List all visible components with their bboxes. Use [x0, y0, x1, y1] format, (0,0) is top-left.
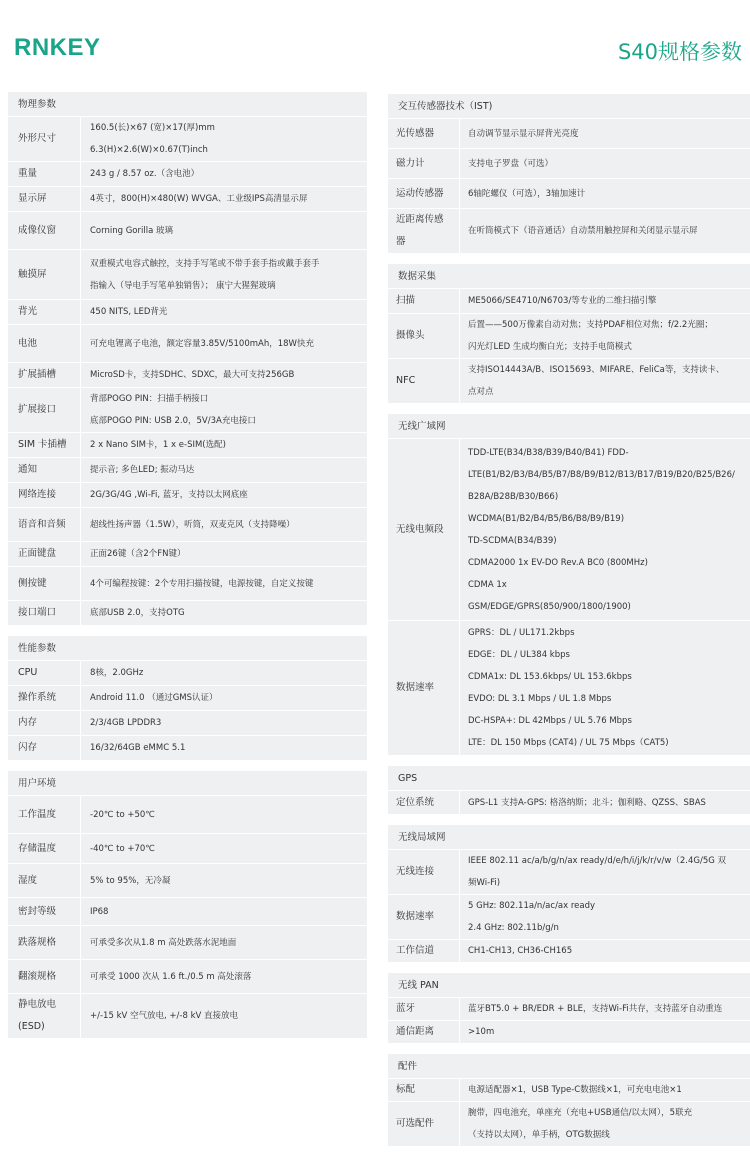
spec-value-line: 腕带，四电池充，单座充（充电+USB通信/以太网），5联充 — [468, 1108, 693, 1118]
spec-value-line: 6.3(H)×2.6(W)×0.67(T)inch — [90, 145, 208, 155]
spec-value-line: 5% to 95%，无冷凝 — [90, 875, 171, 886]
spec-value-line: 超线性扬声器（1.5W），听筒，双麦克风（支持降噪） — [90, 519, 295, 530]
spec-value-line: 243 g / 8.57 oz.（含电池） — [90, 169, 200, 179]
spec-value — [460, 621, 750, 755]
spec-value — [460, 1021, 750, 1043]
section-title: 数据采集 — [388, 264, 750, 289]
spec-value — [81, 325, 367, 362]
spec-value-line: Corning Gorilla 玻璃 — [90, 225, 173, 236]
spec-value-line: 频Wi-Fi) — [468, 878, 501, 888]
spec-value — [81, 711, 367, 735]
spec-value — [460, 439, 750, 620]
spec-label-line: 语音和音频 — [18, 518, 66, 530]
spec-label-line: 工作温度 — [18, 808, 57, 820]
spec-value-line: IP68 — [90, 906, 109, 917]
spec-row — [388, 895, 750, 940]
spec-row — [8, 834, 367, 864]
spec-value-line: 可承受 1000 次从 1.6 ft./0.5 m 高处滚落 — [90, 971, 252, 982]
spec-label-line: 摄像头 — [396, 330, 425, 341]
spec-label — [8, 661, 81, 685]
left-column — [8, 92, 367, 1049]
spec-label-line: 闪存 — [18, 742, 38, 753]
spec-row — [8, 686, 367, 711]
spec-row — [388, 289, 750, 314]
spec-label — [388, 289, 460, 313]
spec-value-line: 8核，2.0GHz — [90, 668, 144, 678]
spec-label — [8, 711, 81, 735]
spec-label — [8, 300, 81, 324]
spec-label — [388, 1079, 460, 1101]
spec-value — [460, 1102, 750, 1146]
spec-value-line: CDMA 1x — [468, 579, 507, 590]
spec-value-line: 450 NITS, LED背光 — [90, 307, 168, 317]
spec-value-line: 5 GHz: 802.11a/n/ac/ax ready — [468, 901, 596, 911]
spec-section-acc — [388, 1054, 750, 1147]
spec-label — [8, 162, 81, 186]
spec-label — [388, 1102, 460, 1146]
spec-label — [8, 212, 81, 249]
spec-label-line: 近距离传感 — [396, 214, 444, 225]
spec-value-line: LTE(B1/B2/B3/B4/B5/B7/B8/B9/B12/B13/B17/B19/B20/B25/B26/ — [468, 469, 735, 480]
spec-label-line: 正面键盘 — [18, 548, 57, 559]
spec-value — [81, 433, 367, 457]
spec-value-line: -40℃ to +70℃ — [90, 843, 155, 854]
spec-value-line: ME5066/SE4710/N6703/等专业的二维扫描引擎 — [468, 296, 657, 306]
spec-label — [388, 998, 460, 1020]
spec-row — [8, 300, 367, 325]
spec-label-line: 操作系统 — [18, 692, 57, 703]
spec-label — [388, 314, 460, 358]
spec-label-line: 扩展插槽 — [18, 369, 57, 380]
spec-value — [460, 289, 750, 313]
spec-value-line: +/-15 kV 空气放电, +/-8 kV 直接放电 — [90, 1011, 239, 1021]
spec-row — [388, 1079, 750, 1102]
spec-label-line: 内存 — [18, 717, 38, 728]
spec-value — [460, 209, 750, 253]
spec-label-line: 通知 — [18, 464, 38, 475]
spec-label-line: 器 — [396, 236, 406, 247]
spec-value-line: B28A/B28B/B30/B66) — [468, 491, 559, 502]
spec-row — [8, 796, 367, 834]
spec-label — [8, 736, 81, 760]
spec-label-line: 跌落规格 — [18, 936, 57, 948]
spec-row — [8, 433, 367, 458]
spec-label — [388, 119, 460, 148]
spec-value — [81, 926, 367, 959]
spec-value-line: GSM/EDGE/GPRS(850/900/1800/1900) — [468, 601, 631, 612]
spec-row — [8, 960, 367, 994]
spec-label — [8, 960, 81, 993]
page-title: S40规格参数 — [617, 40, 742, 64]
spec-label — [8, 325, 81, 362]
spec-value-line: 底部USB 2.0，支持OTG — [90, 608, 185, 618]
spec-value — [81, 508, 367, 541]
spec-label-line: 定位系统 — [396, 796, 435, 808]
spec-label-line: (ESD) — [18, 1021, 45, 1032]
spec-value-line: 支持ISO14443A/B、ISO15693、MIFARE、FeliCa等，支持读卡、 — [468, 365, 725, 375]
section-title: 性能参数 — [8, 636, 367, 661]
spec-row — [8, 661, 367, 686]
spec-label-line: 磁力计 — [396, 157, 425, 169]
spec-value-line: 2G/3G/4G ,Wi-Fi, 蓝牙，支持以太网底座 — [90, 490, 248, 500]
spec-value — [460, 895, 750, 939]
spec-label-line: NFC — [396, 375, 416, 386]
spec-value-line: 4个可编程按键：2个专用扫描按键，电源按键，自定义按键 — [90, 578, 314, 589]
spec-label — [8, 834, 81, 863]
section-title: 无线局域网 — [388, 825, 750, 850]
spec-value-line: 底部POGO PIN: USB 2.0，5V/3A充电接口 — [90, 416, 256, 426]
spec-value-line: CH1-CH13, CH36-CH165 — [468, 946, 573, 956]
spec-row — [388, 1021, 750, 1044]
spec-label-line: 侧按键 — [18, 577, 47, 589]
spec-value-line: 正面26键（含2个FN键） — [90, 549, 186, 559]
section-title: 用户环境 — [8, 771, 367, 796]
spec-value-line: 支持电子罗盘（可选） — [468, 158, 554, 169]
spec-label-line: CPU — [18, 667, 38, 678]
spec-value-line: TDD-LTE(B34/B38/B39/B40/B41) FDD- — [468, 447, 629, 458]
spec-value — [460, 149, 750, 178]
spec-value-line: 点对点 — [468, 387, 494, 397]
spec-row — [388, 209, 750, 254]
spec-label — [8, 433, 81, 457]
spec-section-env — [8, 771, 367, 1039]
spec-row — [8, 994, 367, 1039]
spec-label-line: 电池 — [18, 337, 38, 349]
spec-value — [81, 483, 367, 507]
spec-value — [81, 542, 367, 566]
section-title: GPS — [388, 766, 750, 791]
spec-label-line: 数据速率 — [396, 682, 435, 693]
spec-row — [8, 926, 367, 960]
spec-value — [81, 796, 367, 833]
spec-label-line: 翻滚规格 — [18, 970, 57, 982]
spec-value — [460, 359, 750, 403]
spec-label — [388, 791, 460, 814]
spec-section-pan — [388, 973, 750, 1044]
spec-label — [388, 621, 460, 755]
spec-label — [388, 209, 460, 253]
spec-value-line: 闪光灯LED 生成均衡白光；支持手电筒模式 — [468, 342, 632, 352]
spec-section-phys — [8, 92, 367, 626]
spec-value-line: （支持以太网），单手柄，OTG数据线 — [468, 1130, 610, 1140]
spec-value — [460, 791, 750, 814]
spec-row — [388, 314, 750, 359]
spec-value — [81, 994, 367, 1038]
spec-value-line: LTE：DL 150 Mbps (CAT4) / UL 75 Mbps（CAT5) — [468, 738, 669, 748]
spec-section-ist — [388, 94, 750, 254]
spec-section-gps — [388, 766, 750, 815]
spec-value-line: 6轴陀螺仪（可选），3轴加速计 — [468, 188, 586, 199]
spec-section-wlan — [388, 825, 750, 963]
spec-value-line: DC-HSPA+: DL 42Mbps / UL 5.76 Mbps — [468, 716, 632, 726]
spec-value-line: 后置——500万像素自动对焦；支持PDAF相位对焦；f/2.2光圈； — [468, 320, 713, 330]
spec-value-line: 2.4 GHz: 802.11b/g/n — [468, 923, 559, 933]
spec-value-line: EVDO: DL 3.1 Mbps / UL 1.8 Mbps — [468, 694, 612, 704]
spec-label — [388, 359, 460, 403]
spec-value-line: 蓝牙BT5.0 + BR/EDR + BLE，支持Wi-Fi共存，支持蓝牙自动重连 — [468, 1004, 723, 1014]
spec-row — [8, 567, 367, 601]
spec-label — [8, 117, 81, 161]
spec-row — [8, 162, 367, 187]
spec-label — [388, 439, 460, 620]
spec-value — [460, 850, 750, 894]
spec-label-line: 无线电频段 — [396, 523, 444, 535]
spec-value — [81, 686, 367, 710]
spec-row — [8, 736, 367, 761]
spec-row — [388, 940, 750, 963]
section-title: 交互传感器技术（IST) — [388, 94, 750, 119]
spec-value-line: EDGE：DL / UL384 kbps — [468, 650, 570, 660]
spec-value-line: MicroSD卡，支持SDHC、SDXC，最大可支持256GB — [90, 370, 295, 380]
spec-label — [388, 179, 460, 208]
spec-value-line: 在听筒模式下（语音通话）自动禁用触控屏和关闭显示显示屏 — [468, 226, 698, 236]
spec-label — [8, 250, 81, 299]
spec-value-line: 双重模式电容式触控，支持手写笔或不带手套手指或戴手套手 — [90, 258, 320, 269]
spec-label-line: 标配 — [396, 1084, 416, 1095]
spec-row — [8, 363, 367, 388]
spec-value — [81, 162, 367, 186]
spec-label — [388, 1021, 460, 1043]
spec-value-line: TD-SCDMA(B34/B39) — [468, 535, 557, 546]
spec-value-line: 提示音; 多色LED; 振动马达 — [90, 465, 195, 475]
spec-label-line: 密封等级 — [18, 905, 57, 917]
spec-row — [8, 601, 367, 626]
spec-row — [8, 117, 367, 162]
spec-value — [460, 998, 750, 1020]
spec-row — [388, 850, 750, 895]
spec-value-line: 2 x Nano SIM卡，1 x e-SIM(选配) — [90, 440, 226, 450]
spec-row — [388, 791, 750, 815]
spec-row — [388, 149, 750, 179]
spec-value — [460, 119, 750, 148]
spec-row — [8, 711, 367, 736]
spec-label-line: SIM 卡插槽 — [18, 439, 67, 450]
spec-value-line: 指输入（导电手写笔单独销售）； 康宁大猩猩玻璃 — [90, 280, 276, 291]
spec-value — [81, 388, 367, 432]
spec-value — [81, 212, 367, 249]
spec-row — [388, 179, 750, 209]
spec-label-line: 外形尺寸 — [18, 133, 57, 144]
spec-value — [81, 864, 367, 897]
spec-label-line: 扩展接口 — [18, 404, 57, 415]
spec-value — [81, 458, 367, 482]
spec-value-line: GPS-L1 支持A-GPS: 格洛纳斯；北斗；伽利略、QZSS、SBAS — [468, 797, 706, 808]
spec-label-line: 重量 — [18, 168, 38, 179]
spec-value — [81, 661, 367, 685]
spec-label-line: 接口端口 — [18, 607, 57, 618]
spec-row — [8, 388, 367, 433]
spec-value — [81, 736, 367, 760]
spec-label — [388, 940, 460, 962]
spec-label-line: 光传感器 — [396, 127, 435, 139]
spec-label-line: 触摸屏 — [18, 268, 47, 280]
spec-value-line: CDMA1x: DL 153.6kbps/ UL 153.6kbps — [468, 672, 632, 682]
spec-value — [81, 834, 367, 863]
spec-row — [388, 359, 750, 404]
spec-value-line: 可充电锂离子电池，额定容量3.85V/5100mAh，18W快充 — [90, 338, 314, 349]
brand-logo: RNKEY — [14, 34, 101, 61]
spec-value-line: 背部POGO PIN：扫描手柄接口 — [90, 394, 209, 404]
spec-row — [8, 483, 367, 508]
spec-label-line: 湿度 — [18, 874, 38, 886]
spec-label-line: 无线连接 — [396, 866, 435, 877]
spec-value — [81, 898, 367, 925]
section-title: 配件 — [388, 1054, 750, 1079]
spec-label-line: 工作信道 — [396, 945, 435, 956]
spec-row — [388, 439, 750, 621]
spec-value — [81, 960, 367, 993]
spec-label — [8, 542, 81, 566]
spec-label-line: 可选配件 — [396, 1118, 435, 1129]
spec-label — [8, 994, 81, 1038]
spec-row — [388, 998, 750, 1021]
spec-value — [81, 601, 367, 625]
spec-value — [460, 179, 750, 208]
spec-label-line: 运动传感器 — [396, 187, 444, 199]
spec-label — [8, 458, 81, 482]
spec-label — [8, 388, 81, 432]
spec-value — [81, 300, 367, 324]
spec-label-line: 通信距离 — [396, 1026, 435, 1037]
spec-label-line: 显示屏 — [18, 193, 47, 204]
spec-value-line: WCDMA(B1/B2/B4/B5/B6/B8/B9/B19) — [468, 513, 625, 524]
spec-value — [460, 314, 750, 358]
spec-label — [388, 850, 460, 894]
spec-value — [81, 187, 367, 211]
spec-label — [8, 363, 81, 387]
spec-value — [81, 363, 367, 387]
spec-label-line: 扫描 — [396, 295, 416, 306]
spec-value — [81, 567, 367, 600]
section-title: 物理参数 — [8, 92, 367, 117]
spec-label — [8, 864, 81, 897]
spec-value-line: -20℃ to +50℃ — [90, 809, 155, 820]
spec-value — [460, 940, 750, 962]
spec-row — [8, 864, 367, 898]
spec-value-line: 电源适配器×1，USB Type-C数据线×1，可充电电池×1 — [468, 1085, 682, 1095]
spec-row — [8, 508, 367, 542]
spec-label — [8, 926, 81, 959]
spec-label — [8, 686, 81, 710]
spec-row — [8, 458, 367, 483]
spec-label — [8, 567, 81, 600]
section-title: 无线广域网 — [388, 414, 750, 439]
spec-value — [81, 117, 367, 161]
spec-value-line: CDMA2000 1x EV-DO Rev.A BC0 (800MHz) — [468, 557, 648, 568]
spec-label — [8, 187, 81, 211]
spec-value-line: 2/3/4GB LPDDR3 — [90, 718, 162, 728]
spec-row — [8, 325, 367, 363]
spec-value-line: IEEE 802.11 ac/a/b/g/n/ax ready/d/e/h/i/j/k/r/v/w（2.4G/5G 双 — [468, 856, 727, 866]
spec-label — [8, 796, 81, 833]
spec-value-line: 16/32/64GB eMMC 5.1 — [90, 743, 186, 753]
spec-label — [8, 483, 81, 507]
spec-label — [388, 895, 460, 939]
spec-row — [8, 212, 367, 250]
spec-label — [8, 601, 81, 625]
spec-section-perf — [8, 636, 367, 761]
spec-value-line: Android 11.0 （通过GMS认证） — [90, 693, 218, 703]
spec-value-line: >10m — [468, 1027, 495, 1037]
spec-label-line: 存储温度 — [18, 842, 57, 854]
spec-label-line: 蓝牙 — [396, 1003, 416, 1014]
spec-label-line: 网络连接 — [18, 489, 57, 500]
spec-value-line: 4英寸，800(H)×480(W) WVGA、工业级IPS高清显示屏 — [90, 194, 308, 204]
spec-label-line: 静电放电 — [18, 999, 57, 1010]
spec-row — [388, 119, 750, 149]
spec-row — [8, 898, 367, 926]
spec-value-line: 160.5(长)×67 (宽)×17(厚)mm — [90, 123, 215, 133]
spec-value-line: GPRS：DL / UL171.2kbps — [468, 628, 575, 638]
spec-row — [388, 1102, 750, 1147]
spec-label-line: 数据速率 — [396, 911, 435, 922]
spec-row — [8, 542, 367, 567]
spec-value — [81, 250, 367, 299]
spec-section-wwan — [388, 414, 750, 756]
section-title: 无线 PAN — [388, 973, 750, 998]
spec-label — [8, 898, 81, 925]
spec-label — [388, 149, 460, 178]
spec-label — [8, 508, 81, 541]
spec-row — [8, 250, 367, 300]
spec-label-line: 成像仪窗 — [18, 224, 57, 236]
spec-label-line: 背光 — [18, 306, 38, 317]
spec-value-line: 自动调节显示显示屏背光亮度 — [468, 128, 579, 139]
spec-value-line: 可承受多次从1.8 m 高处跌落水泥地面 — [90, 937, 237, 948]
spec-row — [388, 621, 750, 756]
spec-value — [460, 1079, 750, 1101]
spec-row — [8, 187, 367, 212]
right-column — [388, 94, 750, 1157]
spec-section-data — [388, 264, 750, 404]
